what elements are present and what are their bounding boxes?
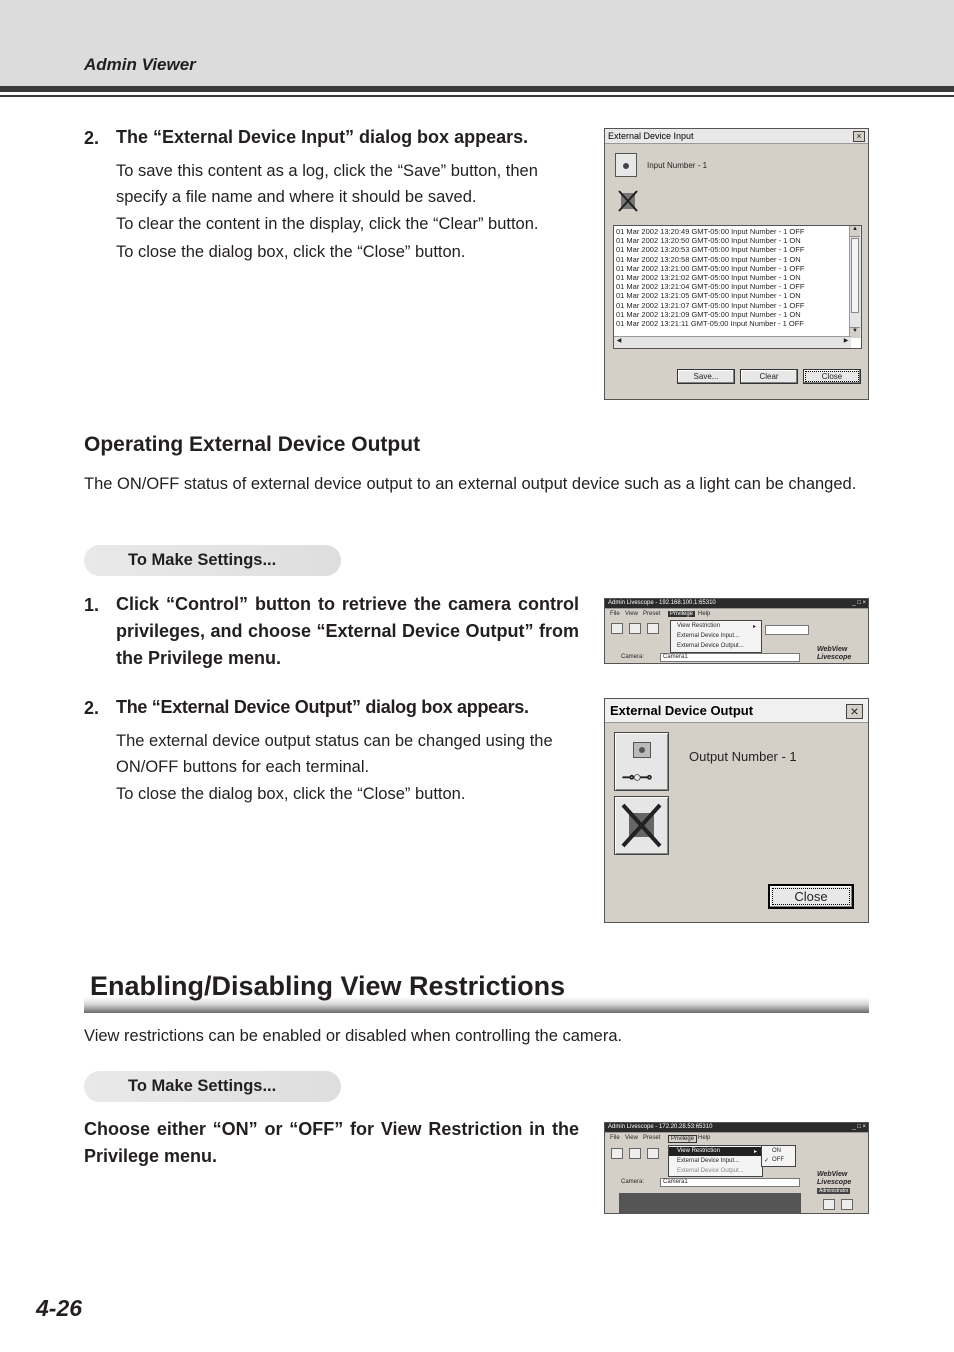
log-entry: 01 Mar 2002 13:21:09 GMT-05:00 Input Number - 1 ON <box>616 309 801 319</box>
video-area <box>619 1193 801 1214</box>
privilege-dropdown-menu <box>670 620 762 653</box>
window-title: Admin Livescope - 172.20.28.53:65310 <box>605 1123 868 1133</box>
menu-help[interactable]: Help <box>698 611 711 617</box>
log-entry: 01 Mar 2002 13:21:07 GMT-05:00 Input Number - 1 OFF <box>616 300 805 310</box>
menu-item-output[interactable]: External Device Output... <box>677 643 744 649</box>
log-entry: 01 Mar 2002 13:21:00 GMT-05:00 Input Number - 1 OFF <box>616 263 805 273</box>
camera-select[interactable]: Camera1 <box>660 653 800 662</box>
submenu-on[interactable]: ON <box>772 1148 781 1154</box>
brand-livescope: Livescope <box>817 1179 852 1186</box>
menu-file[interactable]: File <box>610 611 620 617</box>
dialog-title: External Device Output <box>605 699 868 723</box>
camera-label: Camera: <box>621 1179 645 1185</box>
close-button[interactable]: Close <box>803 369 861 384</box>
step-paragraph: The external device output status can be changed using the ON/OFF buttons for each terminal. <box>116 732 553 776</box>
terminal-disabled-icon <box>617 189 639 213</box>
log-entry: 01 Mar 2002 13:21:11 GMT-05:00 Input Number - 1 OFF <box>616 319 804 328</box>
privilege-dropdown-menu <box>668 1145 763 1177</box>
terminal-disabled-icon <box>615 797 668 854</box>
step-paragraph: To close the dialog box, click the “Close” button. <box>116 243 466 261</box>
toolbar-icon[interactable] <box>629 1148 641 1159</box>
window-title: Admin Livescope - 192.168.100.1:65310 <box>605 599 868 609</box>
menu-file[interactable]: File <box>610 1135 620 1141</box>
log-entry: 01 Mar 2002 13:21:04 GMT-05:00 Input Number - 1 OFF <box>616 282 805 292</box>
close-icon[interactable]: × <box>853 131 865 142</box>
camera-select[interactable]: Camera1 <box>660 1178 800 1187</box>
output-on-off-button[interactable] <box>614 732 669 791</box>
menu-item-input[interactable]: External Device Input... <box>677 1158 740 1164</box>
input-lamp-icon <box>615 153 637 177</box>
page-number: 4-26 <box>36 1295 83 1321</box>
save-button[interactable]: Save... <box>677 369 735 384</box>
external-device-input-dialog <box>604 128 869 400</box>
menu-view[interactable]: View <box>625 611 638 617</box>
menu-help[interactable]: Help <box>698 1135 711 1141</box>
toolbar-icon[interactable] <box>629 623 641 634</box>
brand-administrator: Administrator <box>819 1188 849 1194</box>
lamp-icon <box>633 742 651 758</box>
camera-label: Camera: <box>621 654 645 660</box>
step-paragraph: To save this content as a log, click the “Save” button, then specify a file name and where it should be saved. <box>116 162 538 206</box>
view-restriction-menu-screenshot <box>604 1122 869 1214</box>
toolbar-icon[interactable] <box>647 1148 659 1159</box>
submenu-off[interactable]: OFF <box>772 1157 784 1163</box>
menu-item-output[interactable]: External Device Output... <box>677 1168 744 1174</box>
toolbar-icon[interactable] <box>611 623 623 634</box>
toolbar-icon[interactable] <box>841 1199 853 1210</box>
instruction-text: Choose either “ON” or “OFF” for View Restriction in the Privilege menu. <box>84 1119 579 1166</box>
connector-icon: ⊸○⊸ <box>622 769 651 786</box>
step-paragraph: To close the dialog box, click the “Close” button. <box>116 785 466 803</box>
window-controls: _ □ × <box>852 600 866 606</box>
log-entry: 01 Mar 2002 13:20:50 GMT-05:00 Input Number - 1 ON <box>616 236 801 246</box>
menu-bar <box>605 1134 869 1144</box>
input-number-label: Input Number - 1 <box>647 161 708 170</box>
section-title: Enabling/Disabling View Restrictions <box>90 971 566 1001</box>
section-heading: Operating External Device Output <box>84 433 421 456</box>
event-log-list[interactable] <box>613 225 862 349</box>
header-rule-thick <box>0 86 954 92</box>
step-title: Click “Control” button to retrieve the camera control privileges, and choose “External Device Output” from the Privilege menu. <box>116 594 579 668</box>
header-title: Admin Viewer <box>84 55 196 74</box>
menu-privilege[interactable]: Privilege <box>668 1135 697 1143</box>
log-entry: 01 Mar 2002 13:21:02 GMT-05:00 Input Number - 1 ON <box>616 273 801 282</box>
external-device-output-dialog <box>604 698 869 923</box>
step-number: 2. <box>84 698 100 718</box>
checkmark-icon: ✓ <box>764 1158 770 1164</box>
toolbar-icon[interactable] <box>823 1199 835 1210</box>
brand-webview: WebView <box>817 646 848 653</box>
step-number: 1. <box>84 595 100 615</box>
privilege-menu-screenshot <box>604 598 869 664</box>
step-number: 2. <box>84 128 100 148</box>
close-button[interactable]: Close <box>768 884 854 909</box>
menu-privilege[interactable]: Privilege <box>670 611 694 617</box>
settings-pill-label: To Make Settings... <box>128 551 277 569</box>
step-title: The “External Device Input” dialog box appears. <box>116 127 529 147</box>
settings-pill-label: To Make Settings... <box>128 1077 277 1095</box>
terminal-disabled-button[interactable] <box>614 796 669 855</box>
log-entry: 01 Mar 2002 13:20:49 GMT-05:00 Input Number - 1 OFF <box>616 227 805 236</box>
menu-preset[interactable]: Preset <box>643 1135 661 1141</box>
submenu-arrow-icon: ▸ <box>754 1149 758 1155</box>
brand-livescope: Livescope <box>817 654 852 661</box>
window-controls: _ □ × <box>852 1124 866 1130</box>
clear-button[interactable]: Clear <box>740 369 798 384</box>
step-paragraph: To clear the content in the display, click the “Clear” button. <box>116 215 539 233</box>
header-rule-thin <box>0 95 954 97</box>
vertical-scrollbar[interactable]: ▲ ▼ <box>849 226 861 338</box>
section-intro: View restrictions can be enabled or disabled when controlling the camera. <box>84 1027 623 1045</box>
menu-bar <box>605 610 869 620</box>
menu-item-view-restriction[interactable]: View Restriction <box>677 623 720 629</box>
section-intro: The ON/OFF status of external device output to an external output device such as a light can be changed. <box>84 475 857 493</box>
brand-webview: WebView <box>817 1171 848 1178</box>
submenu-arrow-icon: ▸ <box>753 624 757 630</box>
output-number-label: Output Number - 1 <box>689 749 797 764</box>
toolbar-icon[interactable] <box>611 1148 623 1159</box>
dialog-title: External Device Input <box>605 129 868 144</box>
menu-preset[interactable]: Preset <box>643 611 661 617</box>
menu-item-view-restriction[interactable]: View Restriction <box>677 1148 720 1154</box>
horizontal-scrollbar[interactable]: ◀ ▶ <box>614 336 851 348</box>
step-title: The “External Device Output” dialog box appears. <box>116 697 529 717</box>
toolbar-icon[interactable] <box>647 623 659 634</box>
log-entry: 01 Mar 2002 13:21:05 GMT-05:00 Input Number - 1 ON <box>616 291 801 301</box>
log-entry: 01 Mar 2002 13:20:58 GMT-05:00 Input Number - 1 ON <box>616 254 801 264</box>
combo-box[interactable] <box>765 625 809 635</box>
close-icon[interactable]: × <box>846 704 863 719</box>
menu-item-input[interactable]: External Device Input... <box>677 633 740 639</box>
log-entry: 01 Mar 2002 13:20:53 GMT-05:00 Input Number - 1 OFF <box>616 245 805 255</box>
view-restriction-submenu <box>761 1145 796 1167</box>
menu-view[interactable]: View <box>625 1135 638 1141</box>
